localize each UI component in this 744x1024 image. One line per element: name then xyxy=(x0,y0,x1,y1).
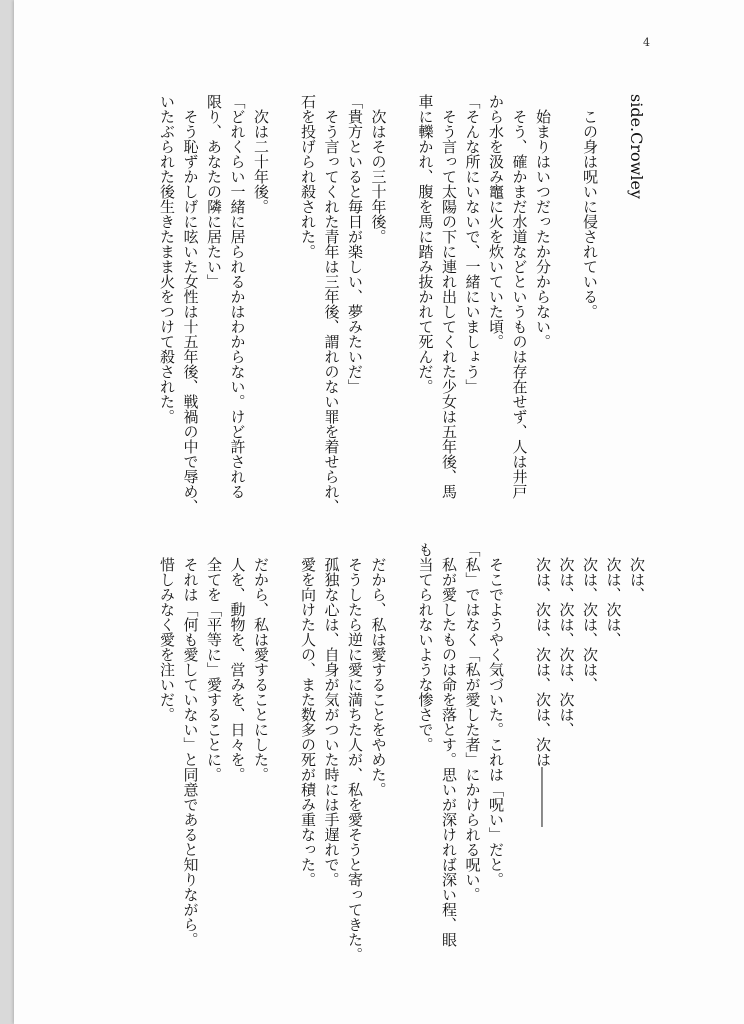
text-line: 愛を向けた人の、また数多の死が積み重なった。 xyxy=(299,542,317,887)
text-line: 次は、次は、次は、次は、 xyxy=(557,542,576,737)
text-line: そう、確かまだ水道などというものは存在せず、人は井戸 xyxy=(510,94,529,499)
text-line: 「どれくらい一緒に居られるかはわからない。けど許される xyxy=(228,94,247,499)
text-line: そう恥ずかしげに呟いた女性は十五年後、戦禍の中で辱め、 xyxy=(181,94,200,514)
text-line: 始まりはいつだったか分からない。 xyxy=(534,94,552,349)
text-line: 「そんな所にいないで、一緒にいましょう」 xyxy=(463,94,482,394)
text-line: 全てを「平等に」愛することに。 xyxy=(205,542,223,782)
text-line: 「私」ではなく「私が愛した者」にかけられる呪い。 xyxy=(463,542,482,902)
text-line: 孤独な心は、自身が気がついた時には手遅れで。 xyxy=(322,542,341,887)
bottom-text-block xyxy=(155,542,649,962)
blank-line xyxy=(601,94,625,514)
blank-line xyxy=(507,542,531,922)
text-line: 車に轢かれ、腹を馬に踏み抜かれて死んだ。 xyxy=(416,94,435,394)
text-line: 私が愛したものは命を落とす。思いが深ければ深い程、眼 xyxy=(440,542,458,947)
text-line: 限り、あなたの隣に居たい」 xyxy=(205,94,223,289)
text-line: 石を投げられ殺された。 xyxy=(299,94,317,259)
text-line: 次は二十年後。 xyxy=(252,94,270,214)
text-line: 次は、次は、 xyxy=(604,542,623,647)
text-line: そう言ってくれた青年は三年後、謂れのない罪を着せられ、 xyxy=(322,94,341,514)
top-text-block xyxy=(155,94,649,514)
text-line: 惜しみなく愛を注いだ。 xyxy=(158,542,176,722)
blank-line xyxy=(390,94,414,514)
document-page xyxy=(14,0,744,1024)
blank-line xyxy=(272,94,296,514)
text-line: 「貴方といると毎日が楽しい、夢みたいだ」 xyxy=(346,94,364,394)
blank-line xyxy=(272,542,296,922)
blank-line xyxy=(390,542,414,922)
text-line: そこでようやく気づいた。これは「呪い」だと。 xyxy=(487,542,505,887)
text-line: 次は、 xyxy=(628,542,646,602)
text-line: 人を、動物を、営みを、日々を。 xyxy=(228,542,247,782)
text-line: から水を汲み竈に火を炊いていた頃。 xyxy=(487,94,505,349)
text-line: それは「何も愛していない」と同意であると知りながら。 xyxy=(181,542,200,947)
text-line: この身は呪いに侵されている。 xyxy=(581,94,599,319)
text-line: 次は、次は、次は、 xyxy=(581,542,599,692)
blank-line xyxy=(554,94,578,514)
text-line: そうしたら逆に愛に満ちた人が、私を愛そうと寄ってきた。 xyxy=(346,542,364,962)
text-line: 次は、次は、次は、次は、次は―――― xyxy=(534,542,552,827)
text-line: だから、私は愛することをやめた。 xyxy=(369,542,388,797)
text-line: 次はその三十年後。 xyxy=(369,94,388,244)
chapter-title: side.Crowley xyxy=(627,94,646,199)
page-number: 4 xyxy=(643,36,650,49)
text-line: も当てられないような惨さで。 xyxy=(416,542,435,752)
text-line: そう言って太陽の下に連れ出してくれた少女は五年後、馬 xyxy=(440,94,458,499)
text-line: だから、私は愛することにした。 xyxy=(252,542,270,782)
text-line: いたぶられた後生きたまま火をつけて殺された。 xyxy=(158,94,176,424)
